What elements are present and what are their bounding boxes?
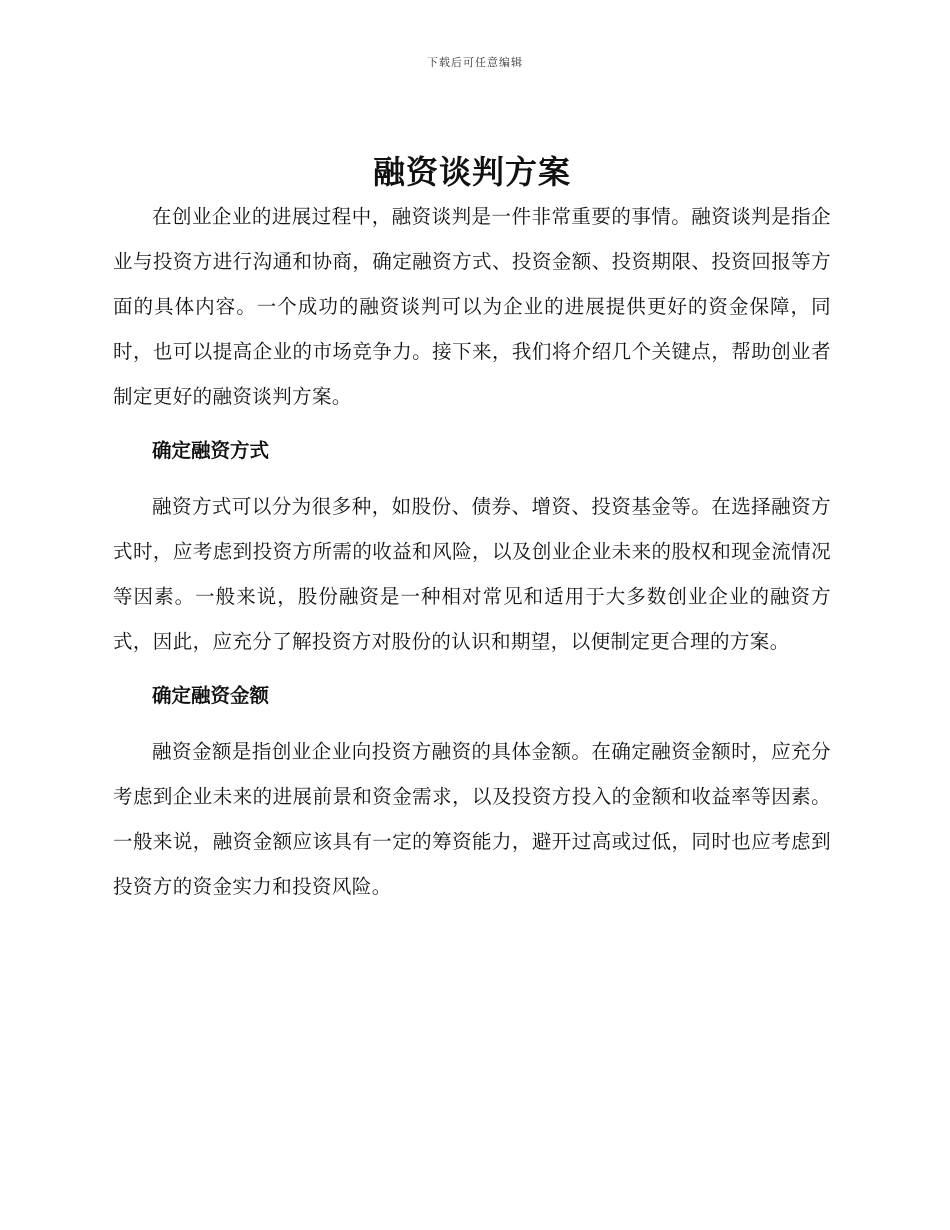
- financing-method-paragraph: 融资方式可以分为很多种，如股份、债券、增资、投资基金等。在选择融资方式时，应考虑到投资方所需的收益和风险，以及创业企业未来的股权和现金流情况等因素。一般来说，股份融资是一种相对常见和适用于大多数创业企业的融资方式，因此，应充分了解投资方对股份的认识和期望，以便制定更合理的方案。: [113, 495, 831, 653]
- financing-amount-paragraph: 融资金额是指创业企业向投资方融资的具体金额。在确定融资金额时，应充分考虑到企业未来的进展前景和资金需求，以及投资方投入的金额和收益率等因素。一般来说，融资金额应该具有一定的筹资能力，避开过高或过低，同时也应考虑到投资方的资金实力和投资风险。: [113, 740, 831, 898]
- section-heading-financing-amount: 确定融资金额: [152, 684, 270, 707]
- header-note: 下载后可任意编辑: [427, 56, 523, 69]
- section-heading-financing-method: 确定融资方式: [152, 439, 270, 462]
- document-title: 融资谈判方案: [372, 153, 571, 191]
- intro-paragraph: 在创业企业的进展过程中，融资谈判是一件非常重要的事情。融资谈判是指企业与投资方进行沟通和协商，确定融资方式、投资金额、投资期限、投资回报等方面的具体内容。一个成功的融资谈判可以为企业的进展提供更好的资金保障，同时，也可以提高企业的市场竞争力。接下来，我们将介绍几个关键点，帮助创业者制定更好的融资谈判方案。: [113, 205, 831, 408]
- document-body: [113, 150, 831, 909]
